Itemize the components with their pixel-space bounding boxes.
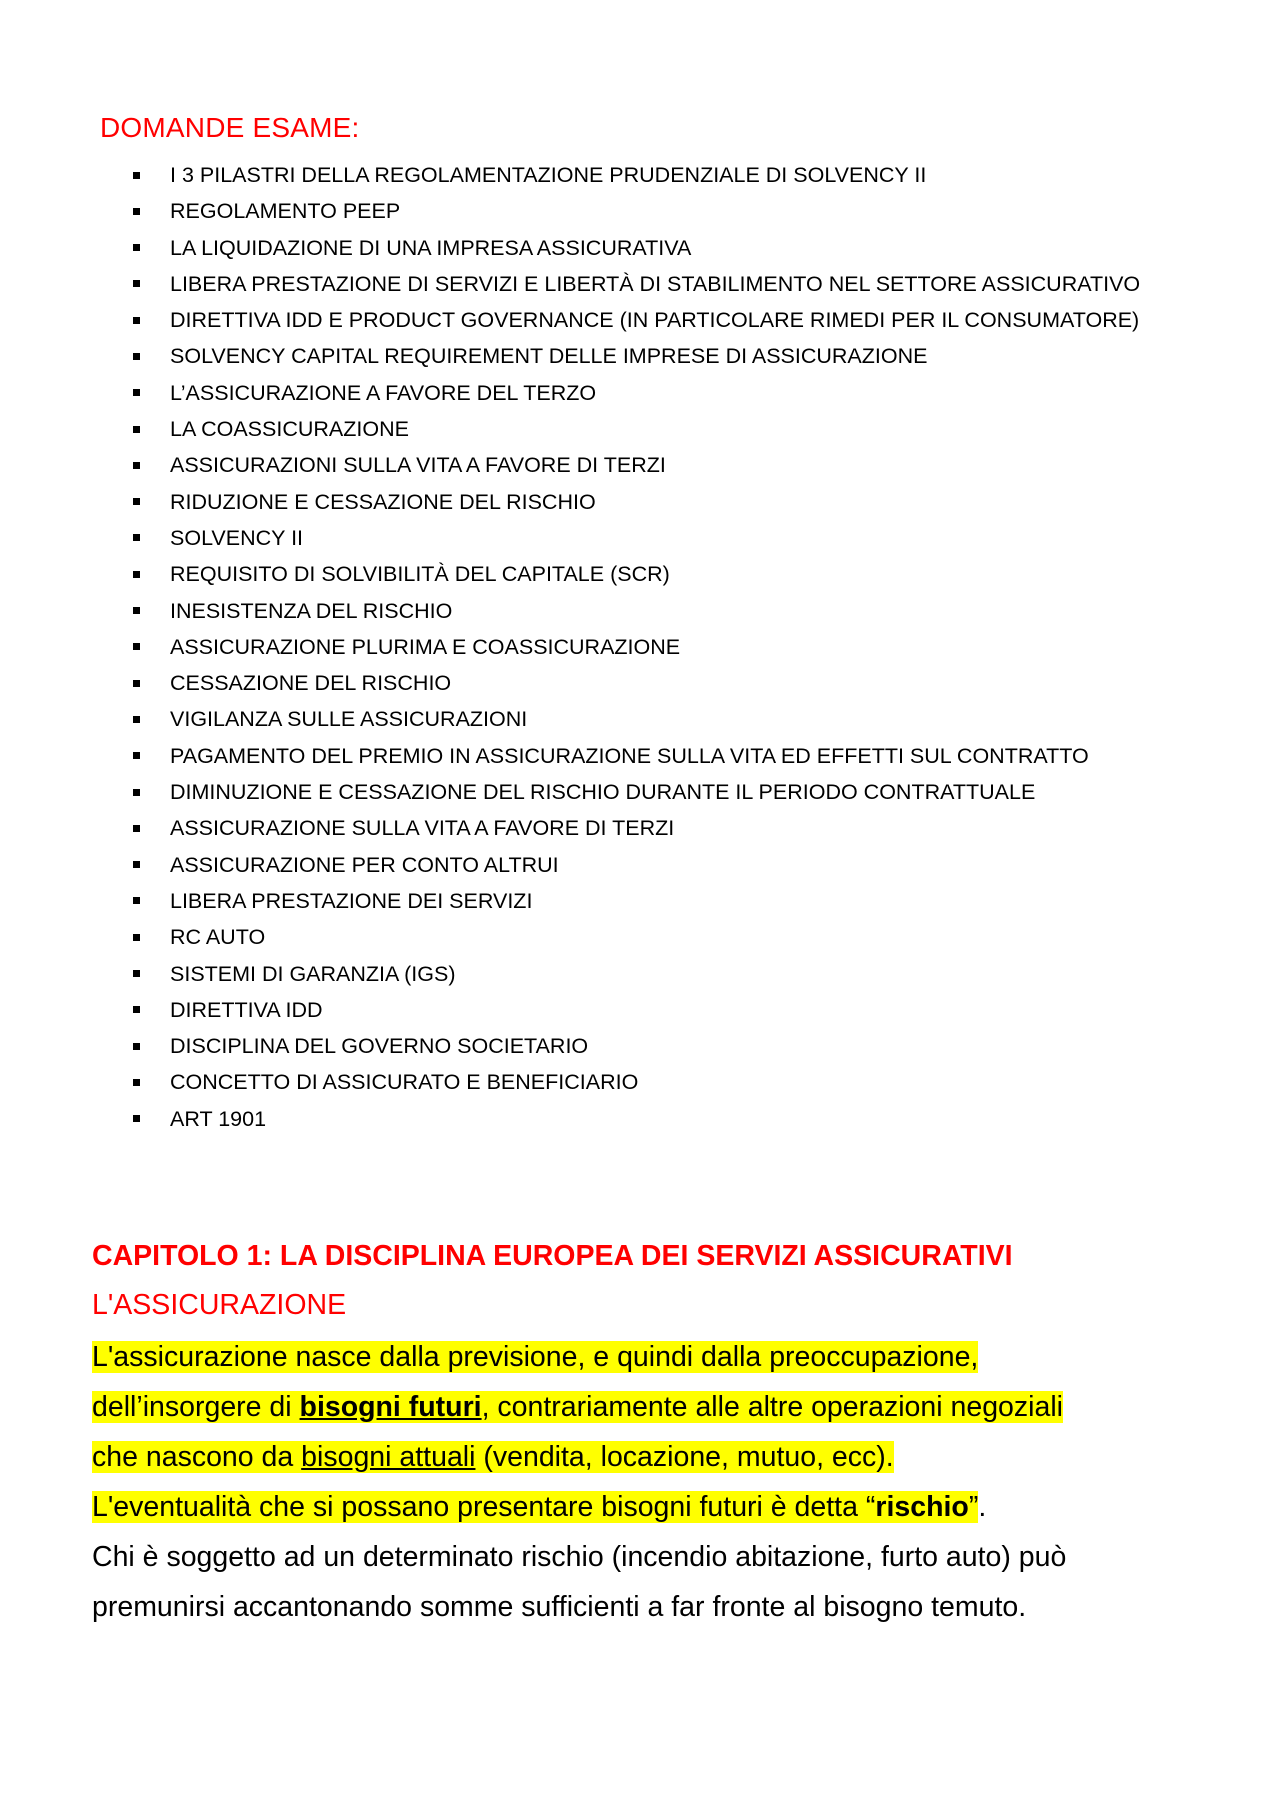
square-bullet-icon [133,353,140,360]
exam-question-item [133,302,1140,338]
exam-question-text: CESSAZIONE DEL RISCHIO [170,671,452,696]
square-bullet-icon [133,934,140,941]
text-segment: (vendita, locazione, mutuo, ecc). [475,1441,894,1473]
exam-question-item [133,629,1140,665]
chapter-title: CAPITOLO 1: LA DISCIPLINA EUROPEA DEI SERVIZI ASSICURATIVI [92,1240,1013,1272]
exam-question-item [133,157,1140,193]
exam-question-item [133,411,1140,447]
exam-question-text: LA COASSICURAZIONE [170,417,409,442]
text-segment: che nascono da [92,1441,302,1473]
exam-question-item [133,665,1140,701]
exam-questions-list [133,157,1140,1137]
exam-question-item [133,774,1140,810]
exam-question-item [133,484,1140,520]
highlighted-text [92,1441,894,1473]
text-segment: , contrariamente alle altre operazioni negoziali [481,1391,1064,1423]
exam-question-item [133,883,1140,919]
exam-question-text: RC AUTO [170,925,266,950]
square-bullet-icon [133,1079,140,1086]
square-bullet-icon [133,825,140,832]
paragraph-line-4 [92,1482,1212,1532]
exam-question-text: LA LIQUIDAZIONE DI UNA IMPRESA ASSICURATIVA [170,235,692,260]
text-segment: L'eventualità che si possano presentare bisogni futuri è detta “ [92,1491,876,1523]
square-bullet-icon [133,897,140,904]
square-bullet-icon [133,317,140,324]
exam-question-text: ASSICURAZIONE SULLA VITA A FAVORE DI TERZI [170,816,675,841]
exam-question-text: LIBERA PRESTAZIONE DEI SERVIZI [170,888,533,913]
exam-question-text: ASSICURAZIONE PER CONTO ALTRUI [170,852,559,877]
text-segment: ” [968,1491,979,1523]
key-term-bisogni-futuri: bisogni futuri [299,1391,482,1423]
exam-question-item [133,701,1140,737]
exam-question-item [133,992,1140,1028]
exam-question-text: VIGILANZA SULLE ASSICURAZIONI [170,707,528,732]
text-segment: dell’insorgere di [92,1391,300,1423]
square-bullet-icon [133,1115,140,1122]
exam-question-text: LIBERA PRESTAZIONE DI SERVIZI E LIBERTÀ DI STABILIMENTO NEL SETTORE ASSICURATIVO [170,271,1141,296]
exam-question-item [133,1064,1140,1100]
text-segment: . [978,1491,987,1523]
exam-question-text: REGOLAMENTO PEEP [170,199,401,224]
exam-question-text: SOLVENCY CAPITAL REQUIREMENT DELLE IMPRESE DI ASSICURAZIONE [170,344,928,369]
exam-question-text: INESISTENZA DEL RISCHIO [170,598,453,623]
square-bullet-icon [133,389,140,396]
square-bullet-icon [133,280,140,287]
exam-question-item [133,375,1140,411]
exam-question-text: SOLVENCY II [170,525,304,550]
square-bullet-icon [133,498,140,505]
section-title: L'ASSICURAZIONE [92,1289,347,1321]
square-bullet-icon [133,716,140,723]
paragraph-line-5: Chi è soggetto ad un determinato rischio (incendio abitazione, furto auto) può [92,1541,1067,1573]
square-bullet-icon [133,426,140,433]
exam-question-item [133,556,1140,592]
exam-question-text: L’ASSICURAZIONE A FAVORE DEL TERZO [170,380,597,405]
exam-question-item [133,338,1140,374]
exam-question-item [133,447,1140,483]
paragraph-line-6: premunirsi accantonando somme sufficienti a far fronte al bisogno temuto. [92,1591,1027,1623]
exam-question-item [133,266,1140,302]
exam-question-item [133,1028,1140,1064]
square-bullet-icon [133,643,140,650]
chapter-body-text [92,1332,1212,1632]
exam-question-text: REQUISITO DI SOLVIBILITÀ DEL CAPITALE (SCR) [170,562,670,587]
exam-question-text: CONCETTO DI ASSICURATO E BENEFICIARIO [170,1070,639,1095]
paragraph-line-3 [92,1432,1212,1482]
square-bullet-icon [133,571,140,578]
exam-question-text: ART 1901 [170,1106,267,1131]
paragraph-line-2 [92,1382,1212,1432]
exam-question-item [133,810,1140,846]
exam-question-item [133,520,1140,556]
exam-question-item [133,593,1140,629]
exam-question-item [133,193,1140,229]
square-bullet-icon [133,752,140,759]
exam-question-item [133,919,1140,955]
paragraph-line-1 [92,1332,1212,1382]
highlighted-text: L'assicurazione nasce dalla previsione, e quindi dalla preoccupazione, [92,1341,979,1373]
square-bullet-icon [133,970,140,977]
square-bullet-icon [133,534,140,541]
square-bullet-icon [133,244,140,251]
exam-question-text: ASSICURAZIONE PLURIMA E COASSICURAZIONE [170,634,681,659]
exam-question-item [133,1101,1140,1137]
square-bullet-icon [133,1006,140,1013]
key-term-rischio: rischio [875,1491,969,1523]
key-term-bisogni-attuali: bisogni attuali [301,1441,476,1473]
exam-question-item [133,956,1140,992]
square-bullet-icon [133,607,140,614]
exam-question-text: DIMINUZIONE E CESSAZIONE DEL RISCHIO DURANTE IL PERIODO CONTRATTUALE [170,780,1036,805]
exam-question-item [133,847,1140,883]
exam-question-item [133,230,1140,266]
square-bullet-icon [133,680,140,687]
highlighted-text [92,1391,1063,1423]
square-bullet-icon [133,208,140,215]
exam-question-text: DIRETTIVA IDD E PRODUCT GOVERNANCE (IN PARTICOLARE RIMEDI PER IL CONSUMATORE) [170,308,1140,333]
square-bullet-icon [133,789,140,796]
square-bullet-icon [133,1043,140,1050]
highlighted-text [92,1491,978,1523]
exam-questions-title: DOMANDE ESAME: [100,112,360,143]
square-bullet-icon [133,462,140,469]
exam-question-text: SISTEMI DI GARANZIA (IGS) [170,961,456,986]
exam-question-text: PAGAMENTO DEL PREMIO IN ASSICURAZIONE SULLA VITA ED EFFETTI SUL CONTRATTO [170,743,1089,768]
exam-question-text: ASSICURAZIONI SULLA VITA A FAVORE DI TERZI [170,453,666,478]
square-bullet-icon [133,172,140,179]
exam-question-text: DISCIPLINA DEL GOVERNO SOCIETARIO [170,1034,589,1059]
exam-question-text: DIRETTIVA IDD [170,997,323,1022]
square-bullet-icon [133,861,140,868]
exam-question-text: RIDUZIONE E CESSAZIONE DEL RISCHIO [170,489,596,514]
exam-question-text: I 3 PILASTRI DELLA REGOLAMENTAZIONE PRUDENZIALE DI SOLVENCY II [170,163,927,187]
exam-question-item [133,738,1140,774]
